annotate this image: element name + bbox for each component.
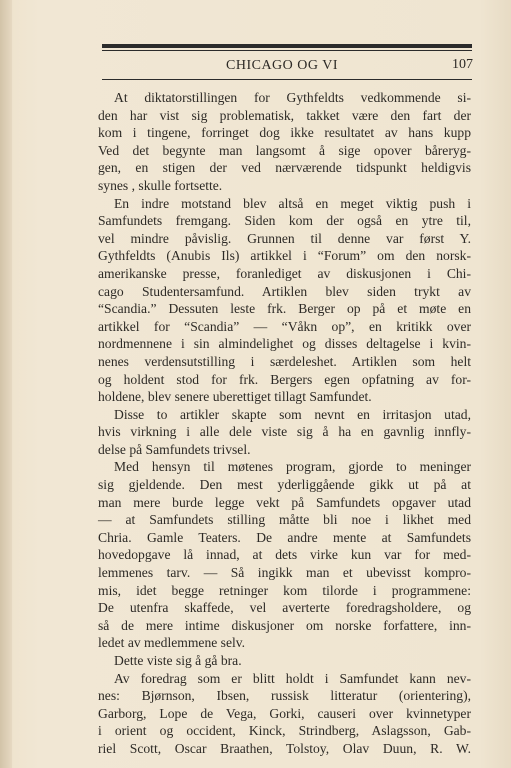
text-line: holdene, blev senere uberettiget tillagt Samfundet. [98,389,372,405]
text-line: mis, idet begge retninger kom tilorde i programmene: [98,582,471,598]
text-line: amerikanske presse, foranlediget av diskusjonen i Chi- [98,265,471,281]
text-line: — at Samfundets stilling måtte bli noe i likhet med [98,512,471,528]
text-line: Av foredrag som er blitt holdt i Samfundet kann nev- [114,670,471,686]
text-line: synes , skulle fortsette. [98,177,223,193]
text-line: nes: Bjørnson, Ibsen, russisk litteratur (orientering), [98,688,471,704]
text-line: En indre motstand blev altså en meget viktig push i [114,195,471,211]
page-number: 107 [452,57,473,72]
text-line: At diktatorstillingen for Gythfeldts vedkommende si- [114,90,471,105]
text-line: Med hensyn til møtenes program, gjorde to meninger [114,459,471,475]
text-line: hovedopgave lå innad, at dets virke kun var for med- [98,547,471,563]
text-line: så de mere intime diskusjoner om norske forfattere, inn- [98,617,471,633]
text-line: delse på Samfundets trivsel. [98,441,251,457]
text-line: Garborg, Lope de Vega, Gorki, causeri over kvinnetyper [98,705,471,721]
text-line: den har vist sig problematisk, takket være den fart der [98,107,471,123]
text-line: og holdent stod for frk. Bergers egen opfatning av for- [98,371,471,387]
text-line: riel Scott, Oscar Braathen, Tolstoy, Olav Duun, R. W. [98,740,471,756]
text-line: Samfundets fremgang. Siden kom der også en ytre til, [98,213,471,229]
header-rule-thick [102,44,472,48]
text-line: nordmennene i sin almindelighet og disses deltagelse i kvin- [98,336,471,352]
text-line: lemmenes tarv. — Så ingikk man et ubevisst kompro- [98,565,471,581]
body-text [98,89,471,758]
text-line: Dette viste sig å gå bra. [114,653,242,668]
text-line: hvis virkning i alle dele viste sig å ha en gavnlig innfly- [98,424,471,440]
text-line: artikkel for “Scandia” — “Våkn op”, en kritikk over [98,318,471,334]
text-line: nenes verdensutstilling i særdeleshet. Artiklen som helt [98,353,471,369]
text-line: De utenfra skaffede, vel averterte foredragsholdere, og [98,600,471,616]
text-line: i orient og occident, Kinck, Strindberg, Aslagsson, Gab- [98,723,471,739]
header-rule-bottom [102,79,472,80]
text-line: Chria. Gamle Teaters. De andre mente at Samfundets [98,529,471,545]
text-line: Disse to artikler skapte som nevnt en irritasjon utad, [114,406,471,422]
header-rule-thin [102,50,472,51]
text-line: Ved det begynte man langsomt å sige opover båreryg- [98,142,471,158]
text-line: man mere burde legge vekt på Samfundets opgaver utad [98,494,471,510]
running-head: CHICAGO OG VI [226,58,339,73]
text-line: cago Studentersamfund. Artiklen blev siden trykt av [98,283,471,299]
text-line: Gythfeldts (Anubis Ils) artikkel i “Forum” om den norsk- [98,248,471,264]
text-line: “Scandia.” Dessuten leste frk. Berger op på et møte en [98,301,471,317]
text-line: kom i tingene, forringet dog ikke resultatet av hans kupp [98,125,471,141]
text-line: sig gjeldende. Den mest yderliggående gikk ut på at [98,477,471,493]
text-line: vel mindre påvislig. Grunnen til denne var først Y. [98,230,471,246]
text-line: ledet av medlemmene selv. [98,635,246,651]
text-line: gen, en stigen der ved nærværende tidspunkt heldigvis [98,160,471,176]
page-gutter [0,0,12,768]
